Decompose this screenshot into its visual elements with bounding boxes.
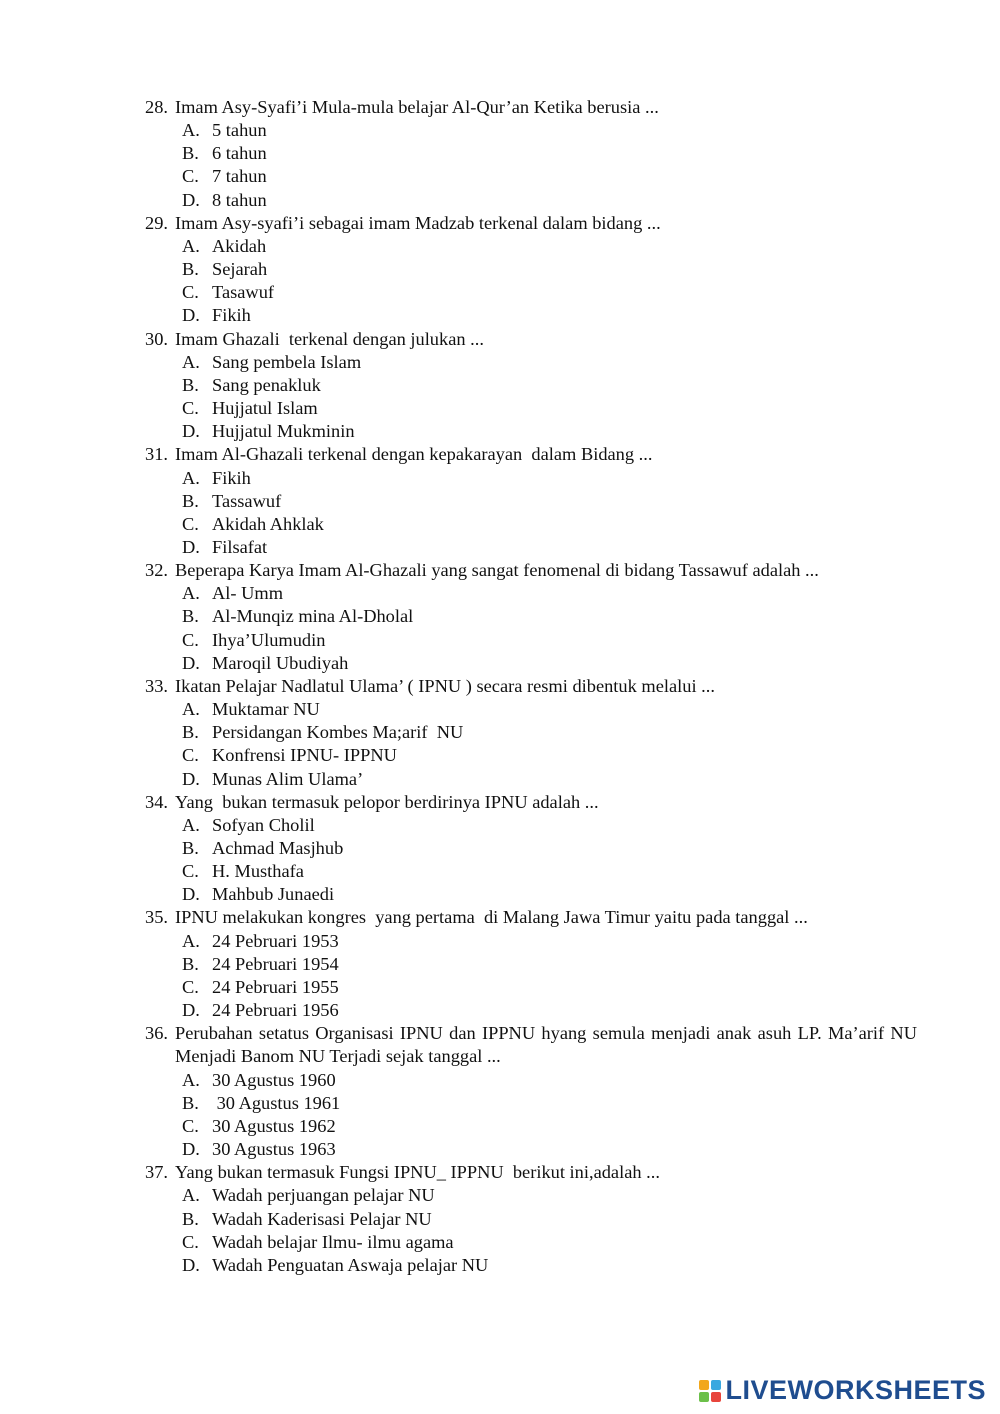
option-text: 24 Pebruari 1954 bbox=[212, 953, 339, 974]
question-number: 37. bbox=[145, 1162, 168, 1183]
option-text: Mahbub Junaedi bbox=[212, 884, 335, 905]
option-a bbox=[182, 1069, 917, 1092]
option-letter: A. bbox=[182, 120, 200, 141]
option-letter: B. bbox=[182, 374, 199, 395]
option-letter: C. bbox=[182, 282, 199, 303]
option-text: Wadah perjuangan pelajar NU bbox=[212, 1185, 435, 1206]
option-a bbox=[182, 351, 917, 374]
option-d bbox=[182, 1254, 917, 1277]
option-text: Achmad Masjhub bbox=[212, 838, 344, 858]
question-text: Perubahan setatus Organisasi IPNU dan IPPNU hyang semula menjadi anak asuh LP. Ma’arif NU Menjadi Banom NU Terjadi sejak tanggal ... bbox=[175, 1023, 917, 1067]
option-c bbox=[182, 513, 917, 536]
question-text: Yang bukan termasuk pelopor berdirinya IPNU adalah ... bbox=[175, 791, 599, 812]
option-letter: A. bbox=[182, 814, 200, 835]
option-letter: A. bbox=[182, 235, 200, 256]
option-letter: C. bbox=[182, 976, 199, 997]
option-text: Wadah Kaderisasi Pelajar NU bbox=[212, 1208, 432, 1229]
option-text: Sofyan Cholil bbox=[212, 814, 315, 835]
question-28 bbox=[145, 96, 917, 212]
option-letter: B. bbox=[182, 722, 199, 743]
option-c bbox=[182, 976, 917, 999]
option-text: Hujjatul Islam bbox=[212, 398, 318, 419]
option-letter: C. bbox=[182, 513, 199, 534]
option-d bbox=[182, 420, 917, 443]
question-text: Beperapa Karya Imam Al-Ghazali yang sangat fenomenal di bidang Tassawuf adalah ... bbox=[175, 560, 819, 581]
option-list bbox=[145, 1184, 917, 1277]
option-c bbox=[182, 860, 917, 883]
question-37 bbox=[145, 1161, 917, 1277]
option-text: Al-Munqiz mina Al-Dholal bbox=[212, 606, 414, 627]
option-a bbox=[182, 582, 917, 605]
option-a bbox=[182, 235, 917, 258]
option-text: Wadah Penguatan Aswaja pelajar NU bbox=[212, 1254, 489, 1275]
option-list bbox=[145, 1069, 917, 1162]
option-letter: D. bbox=[182, 1000, 200, 1021]
option-letter: C. bbox=[182, 745, 199, 766]
question-line bbox=[145, 559, 917, 582]
question-text: Yang bukan termasuk Fungsi IPNU_ IPPNU berikut ini,adalah ... bbox=[175, 1162, 660, 1183]
option-c bbox=[182, 1231, 917, 1254]
option-letter: A. bbox=[182, 351, 200, 372]
question-line bbox=[145, 443, 917, 466]
option-text: Munas Alim Ulama’ bbox=[212, 768, 364, 789]
option-text: 24 Pebruari 1956 bbox=[212, 1000, 339, 1021]
option-letter: C. bbox=[182, 1115, 199, 1136]
option-letter: A. bbox=[182, 1069, 200, 1090]
option-d bbox=[182, 304, 917, 327]
option-letter: C. bbox=[182, 398, 199, 419]
question-number: 35. bbox=[145, 907, 168, 928]
question-32 bbox=[145, 559, 917, 675]
option-d bbox=[182, 652, 917, 675]
question-33 bbox=[145, 675, 917, 791]
option-list bbox=[145, 698, 917, 791]
question-text: Imam Al-Ghazali terkenal dengan kepakarayan dalam Bidang ... bbox=[175, 444, 653, 465]
option-list bbox=[145, 235, 917, 328]
option-text: 7 tahun bbox=[212, 166, 267, 187]
option-text: Fikih bbox=[212, 305, 251, 326]
option-a bbox=[182, 1184, 917, 1207]
question-text: Ikatan Pelajar Nadlatul Ulama’ ( IPNU ) secara resmi dibentuk melalui ... bbox=[175, 675, 715, 696]
option-a bbox=[182, 467, 917, 490]
option-text: Filsafat bbox=[212, 536, 268, 557]
option-text: Sejarah bbox=[212, 259, 268, 280]
option-text: Hujjatul Mukminin bbox=[212, 421, 355, 442]
question-31 bbox=[145, 443, 917, 559]
option-letter: D. bbox=[182, 536, 200, 557]
question-number: 30. bbox=[145, 328, 168, 349]
logo-mark-square bbox=[711, 1392, 721, 1402]
liveworksheets-logo[interactable] bbox=[699, 1377, 986, 1404]
question-line bbox=[145, 96, 917, 119]
option-list bbox=[145, 930, 917, 1023]
option-letter: A. bbox=[182, 930, 200, 951]
option-text: 6 tahun bbox=[212, 143, 267, 164]
worksheet-page bbox=[145, 96, 917, 1277]
option-text: Al- Umm bbox=[212, 583, 284, 604]
option-letter: A. bbox=[182, 583, 200, 604]
question-number: 28. bbox=[145, 97, 168, 117]
question-36 bbox=[145, 1022, 917, 1161]
option-text: 24 Pebruari 1955 bbox=[212, 976, 339, 997]
option-b bbox=[182, 490, 917, 513]
option-text: Akidah bbox=[212, 235, 267, 256]
option-letter: D. bbox=[182, 305, 200, 326]
option-letter: D. bbox=[182, 421, 200, 442]
option-letter: C. bbox=[182, 629, 199, 650]
question-number: 34. bbox=[145, 791, 168, 812]
option-letter: A. bbox=[182, 1185, 200, 1206]
option-c bbox=[182, 744, 917, 767]
question-number: 31. bbox=[145, 444, 168, 465]
option-text: Maroqil Ubudiyah bbox=[212, 652, 349, 673]
question-text: Imam Asy-syafi’i sebagai imam Madzab terkenal dalam bidang ... bbox=[175, 212, 661, 233]
option-letter: C. bbox=[182, 166, 199, 187]
option-b bbox=[182, 953, 917, 976]
option-b bbox=[182, 258, 917, 281]
option-a bbox=[182, 119, 917, 142]
option-letter: B. bbox=[182, 1092, 199, 1113]
option-text: Muktamar NU bbox=[212, 699, 320, 720]
logo-mark-square bbox=[711, 1380, 721, 1390]
option-letter: B. bbox=[182, 490, 199, 511]
option-text: Tasawuf bbox=[212, 282, 275, 303]
question-34 bbox=[145, 791, 917, 907]
option-d bbox=[182, 999, 917, 1022]
question-35 bbox=[145, 906, 917, 1022]
option-text: 24 Pebruari 1953 bbox=[212, 930, 339, 951]
option-c bbox=[182, 1115, 917, 1138]
option-text: Persidangan Kombes Ma;arif NU bbox=[212, 722, 464, 743]
question-number: 36. bbox=[145, 1023, 168, 1044]
question-line bbox=[145, 328, 917, 351]
question-line bbox=[145, 906, 917, 929]
question-line bbox=[145, 675, 917, 698]
option-d bbox=[182, 883, 917, 906]
question-text: Imam Asy-Syafi’i Mula-mula belajar Al-Qur’an Ketika berusia ... bbox=[175, 97, 659, 117]
option-letter: A. bbox=[182, 699, 200, 720]
logo-mark-square bbox=[699, 1380, 709, 1390]
question-number: 32. bbox=[145, 560, 168, 581]
option-letter: D. bbox=[182, 652, 200, 673]
option-letter: C. bbox=[182, 1231, 199, 1252]
option-list bbox=[145, 582, 917, 675]
option-d bbox=[182, 1138, 917, 1161]
option-text: 30 Agustus 1961 bbox=[212, 1092, 341, 1113]
option-letter: B. bbox=[182, 259, 199, 280]
option-text: Ihya’Ulumudin bbox=[212, 629, 326, 650]
question-29 bbox=[145, 212, 917, 328]
option-a bbox=[182, 814, 917, 837]
option-letter: B. bbox=[182, 143, 199, 164]
question-line bbox=[145, 1022, 917, 1068]
option-b bbox=[182, 605, 917, 628]
option-text: Fikih bbox=[212, 467, 251, 488]
option-letter: C. bbox=[182, 861, 199, 882]
option-text: Sang penakluk bbox=[212, 374, 321, 395]
option-list bbox=[145, 467, 917, 560]
option-letter: B. bbox=[182, 606, 199, 627]
option-text: 30 Agustus 1963 bbox=[212, 1139, 336, 1160]
option-list bbox=[145, 119, 917, 212]
option-letter: B. bbox=[182, 838, 199, 858]
option-b bbox=[182, 721, 917, 744]
option-text: Konfrensi IPNU- IPPNU bbox=[212, 745, 397, 766]
option-letter: A. bbox=[182, 467, 200, 488]
question-line bbox=[145, 1161, 917, 1184]
option-c bbox=[182, 629, 917, 652]
option-text: Akidah Ahklak bbox=[212, 513, 324, 534]
option-letter: D. bbox=[182, 768, 200, 789]
option-list bbox=[145, 814, 917, 907]
option-letter: B. bbox=[182, 1208, 199, 1229]
question-line bbox=[145, 791, 917, 814]
logo-mark-icon bbox=[699, 1380, 721, 1402]
logo-text: LIVEWORKSHEETS bbox=[725, 1375, 986, 1405]
option-letter: D. bbox=[182, 1254, 200, 1275]
option-b bbox=[182, 1092, 917, 1115]
option-b bbox=[182, 837, 917, 860]
question-number: 29. bbox=[145, 212, 168, 233]
question-30 bbox=[145, 328, 917, 444]
option-text: Tassawuf bbox=[212, 490, 282, 511]
question-number: 33. bbox=[145, 675, 168, 696]
option-letter: D. bbox=[182, 1139, 200, 1160]
option-b bbox=[182, 374, 917, 397]
logo-mark-square bbox=[699, 1392, 709, 1402]
option-d bbox=[182, 768, 917, 791]
option-a bbox=[182, 698, 917, 721]
option-text: 30 Agustus 1960 bbox=[212, 1069, 336, 1090]
question-text: IPNU melakukan kongres yang pertama di Malang Jawa Timur yaitu pada tanggal ... bbox=[175, 907, 808, 928]
option-list bbox=[145, 351, 917, 444]
question-text: Imam Ghazali terkenal dengan julukan ... bbox=[175, 328, 484, 349]
option-text: 5 tahun bbox=[212, 120, 267, 141]
option-c bbox=[182, 281, 917, 304]
option-b bbox=[182, 142, 917, 165]
option-text: 8 tahun bbox=[212, 189, 267, 210]
question-line bbox=[145, 212, 917, 235]
option-d bbox=[182, 189, 917, 212]
option-text: H. Musthafa bbox=[212, 861, 304, 882]
option-letter: B. bbox=[182, 953, 199, 974]
option-text: Wadah belajar Ilmu- ilmu agama bbox=[212, 1231, 454, 1252]
option-c bbox=[182, 397, 917, 420]
option-text: Sang pembela Islam bbox=[212, 351, 362, 372]
option-text: 30 Agustus 1962 bbox=[212, 1115, 336, 1136]
option-a bbox=[182, 930, 917, 953]
option-d bbox=[182, 536, 917, 559]
option-letter: D. bbox=[182, 189, 200, 210]
option-b bbox=[182, 1208, 917, 1231]
option-letter: D. bbox=[182, 884, 200, 905]
option-c bbox=[182, 165, 917, 188]
